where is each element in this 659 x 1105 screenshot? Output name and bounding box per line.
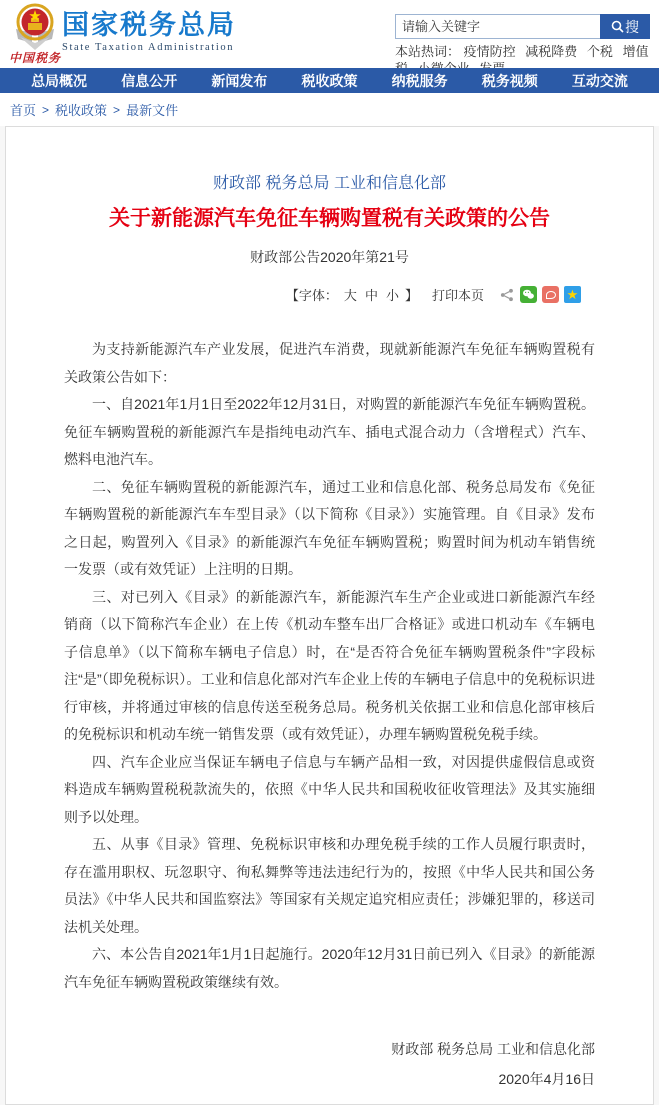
hot-words-label: 本站热词： xyxy=(395,44,461,59)
signature-agencies: 财政部 税务总局 工业和信息化部 xyxy=(391,1041,595,1057)
site-name-english: State Taxation Administration xyxy=(62,42,235,53)
nav-item-overview[interactable]: 总局概况 xyxy=(31,72,88,89)
issuing-agencies: 财政部 税务总局 工业和信息化部 xyxy=(213,175,446,192)
favorite-star-icon[interactable]: ★ xyxy=(564,286,581,303)
paragraph-item-1: 一、自2021年1月1日至2022年12月31日，对购置的新能源汽车免征车辆购置税。免征车辆购置税的新能源汽车是指纯电动汽车、插电式混合动力（含增程式）汽车、燃料电池汽车。 xyxy=(64,396,595,467)
search-button[interactable] xyxy=(600,14,650,39)
main-nav xyxy=(0,68,659,93)
signature-block xyxy=(6,1034,653,1094)
print-page-button[interactable]: 打印本页 xyxy=(431,288,484,303)
paragraph-item-2: 二、免征车辆购置税的新能源汽车，通过工业和信息化部、税务总局发布《免征车辆购置税的新能源汽车车型目录》（以下简称《目录》）实施管理。自《目录》发布之日起，购置列入《目录》的新能源汽车免征车辆购置税；购置时间为机动车销售统一发票（或有效凭证）上注明的日期。 xyxy=(64,478,595,577)
font-size-label: 【字体： xyxy=(285,288,338,303)
nav-item-info-disclosure[interactable]: 信息公开 xyxy=(121,72,178,89)
hot-word-link[interactable]: 增值 xyxy=(622,44,649,59)
site-header xyxy=(0,0,659,68)
nav-item-news[interactable]: 新闻发布 xyxy=(211,72,268,89)
hot-word-link[interactable]: 疫情防控 xyxy=(463,44,516,59)
search-icon xyxy=(611,20,624,33)
document-toolbar xyxy=(6,285,653,304)
font-size-small-button[interactable]: 小 xyxy=(385,288,399,303)
search-button-label: 搜 xyxy=(625,18,639,35)
nav-item-tax-service[interactable]: 纳税服务 xyxy=(391,72,448,89)
site-title-block xyxy=(62,10,236,53)
font-size-medium-button[interactable]: 中 xyxy=(364,288,378,303)
document-head xyxy=(6,127,653,267)
hot-word-link[interactable]: 减税降费 xyxy=(525,44,578,59)
document-body xyxy=(6,336,653,996)
nav-item-interaction[interactable]: 互动交流 xyxy=(571,72,628,89)
paragraph-item-5: 五、从事《目录》管理、免税标识审核和办理免税手续的工作人员履行职责时，存在滥用职权、玩忽职守、徇私舞弊等违法违纪行为的，按照《中华人民共和国公务员法》《中华人民共和国监察法》等国家有关规定追究相应责任；涉嫌犯罪的，移送司法机关处理。 xyxy=(64,836,595,935)
search-input[interactable] xyxy=(395,14,600,39)
share-icon[interactable] xyxy=(498,286,515,303)
weibo-share-icon[interactable] xyxy=(542,286,559,303)
document-number: 财政部公告2020年第21号 xyxy=(250,249,409,265)
paragraph-item-6: 六、本公告自2021年1月1日起施行。2020年12月31日前已列入《目录》的新能源汽车免征车辆购置税政策继续有效。 xyxy=(64,946,595,990)
hot-word-link[interactable]: 个税 xyxy=(586,44,613,59)
site-logo[interactable] xyxy=(8,3,62,66)
font-size-label-close: 】 xyxy=(404,288,418,303)
logo-caption: 中国税务 xyxy=(8,51,61,65)
breadcrumb-tax-policy[interactable]: 税收政策 xyxy=(55,103,108,118)
paragraph-intro: 为支持新能源汽车产业发展，促进汽车消费，现就新能源汽车免征车辆购置税有关政策公告如下： xyxy=(64,341,595,385)
page-title: 关于新能源汽车免征车辆购置税有关政策的公告 xyxy=(109,207,550,230)
paragraph-item-4: 四、汽车企业应当保证车辆电子信息与车辆产品相一致，对因提供虚假信息或资料造成车辆购置税税款流失的，依照《中华人民共和国税收征收管理法》及其实施细则予以处理。 xyxy=(64,753,595,825)
taxation-emblem-icon xyxy=(12,3,58,51)
font-size-large-button[interactable]: 大 xyxy=(343,288,357,303)
nav-item-tax-policy[interactable]: 税收政策 xyxy=(301,72,358,89)
signature-date: 2020年4月16日 xyxy=(498,1071,595,1087)
wechat-share-icon[interactable] xyxy=(520,286,537,303)
breadcrumb-separator: > xyxy=(113,102,121,117)
paragraph-item-3: 三、对已列入《目录》的新能源汽车，新能源汽车生产企业或进口新能源汽车经销商（以下简称汽车企业）在上传《机动车整车出厂合格证》或进口机动车《车辆电子信息单》（以下简称车辆电子信息）时，在“是否符合免征车辆购置税条件”字段标注“是”（即免税标识）。工业和信息化部对汽车企业上传的车辆电子信息中的免税标识进行审核，并将通过审核的信息传送至税务总局。税务机关依据工业和信息化部审核后的免税标识和机动车统一销售发票（或有效凭证），办理车辆购置税免税手续。 xyxy=(64,588,595,742)
breadcrumb xyxy=(0,93,659,126)
weibo-glyph xyxy=(546,291,556,299)
site-name[interactable]: 国家税务总局 xyxy=(62,10,236,40)
breadcrumb-home[interactable]: 首页 xyxy=(10,103,37,118)
breadcrumb-separator: > xyxy=(42,102,50,117)
breadcrumb-latest-docs[interactable]: 最新文件 xyxy=(126,103,179,118)
document-panel xyxy=(5,126,654,1105)
share-icons xyxy=(498,286,581,303)
nav-item-tax-video[interactable]: 税务视频 xyxy=(481,72,538,89)
